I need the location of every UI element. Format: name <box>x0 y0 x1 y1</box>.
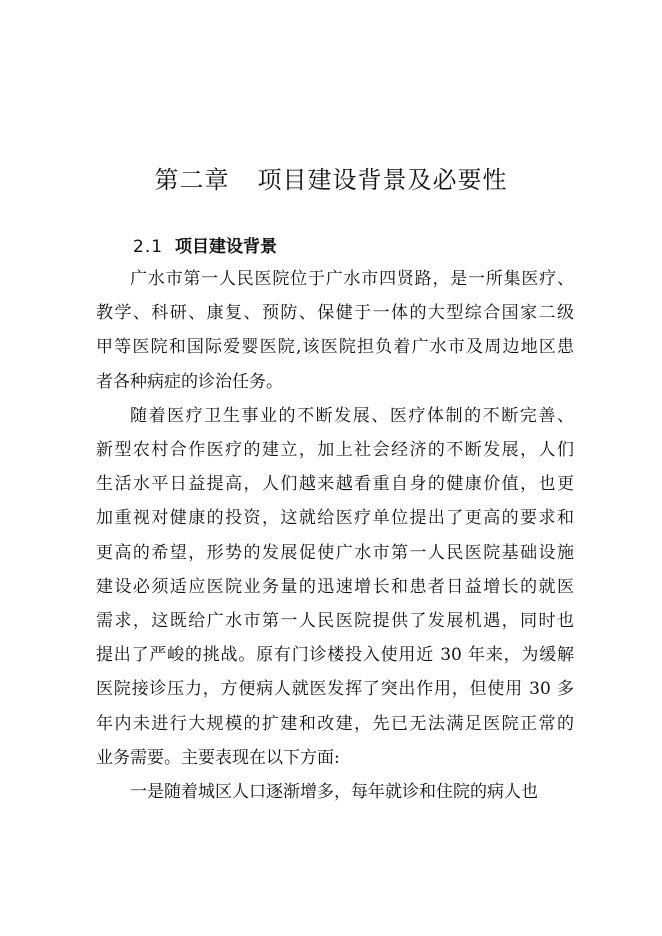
text-line: 业务需要。主要表现在以下方面: <box>96 747 340 768</box>
text-line: 建设必须适应医院业务量的迅速增长和患者日益增长的就医 <box>96 576 574 597</box>
chapter-title <box>0 162 662 198</box>
text-line: 需求，这既给广水市第一人民医院提供了发展机遇，同时也 <box>96 611 574 632</box>
paragraph-3 <box>96 775 574 809</box>
body-text <box>96 262 574 809</box>
text-line: 者各种病症的诊治任务。 <box>96 371 283 392</box>
paragraph-1 <box>96 262 574 399</box>
text-line: 加重视对健康的投资，这就给医疗单位提出了更高的要求和 <box>96 508 574 529</box>
text-line: 新型农村合作医疗的建立，加上社会经济的不断发展，人们 <box>96 440 574 461</box>
text-line: 医院接诊压力，方便病人就医发挥了突出作用，但使用 30 多 <box>96 679 574 700</box>
text-line: 随着医疗卫生事业的不断发展、医疗体制的不断完善、 <box>130 405 574 426</box>
chapter-number: 第二章 <box>154 166 230 194</box>
text-line: 年内未进行大规模的扩建和改建，先已无法满足医院正常的 <box>96 713 574 734</box>
paragraph-2 <box>96 399 574 775</box>
text-line: 教学、科研、康复、预防、保健于一体的大型综合国家二级 <box>96 303 574 324</box>
text-line: 广水市第一人民医院位于广水市四贤路，是一所集医疗、 <box>130 269 574 289</box>
chapter-name: 项目建设背景及必要性 <box>257 166 508 194</box>
text-line: 甲等医院和国际爱婴医院,该医院担负着广水市及周边地区患 <box>96 337 574 358</box>
text-line: 一是随着城区人口逐渐增多，每年就诊和住院的病人也 <box>130 782 538 803</box>
section-heading <box>133 233 277 261</box>
text-line: 生活水平日益提高，人们越来越看重自身的健康价值，也更 <box>96 474 574 495</box>
section-title: 项目建设背景 <box>175 237 278 257</box>
text-line: 更高的希望，形势的发展促使广水市第一人民医院基础设施 <box>96 542 574 563</box>
text-line: 提出了严峻的挑战。原有门诊楼投入使用近 30 年来，为缓解 <box>96 645 574 666</box>
section-number: 2.1 <box>133 237 164 257</box>
